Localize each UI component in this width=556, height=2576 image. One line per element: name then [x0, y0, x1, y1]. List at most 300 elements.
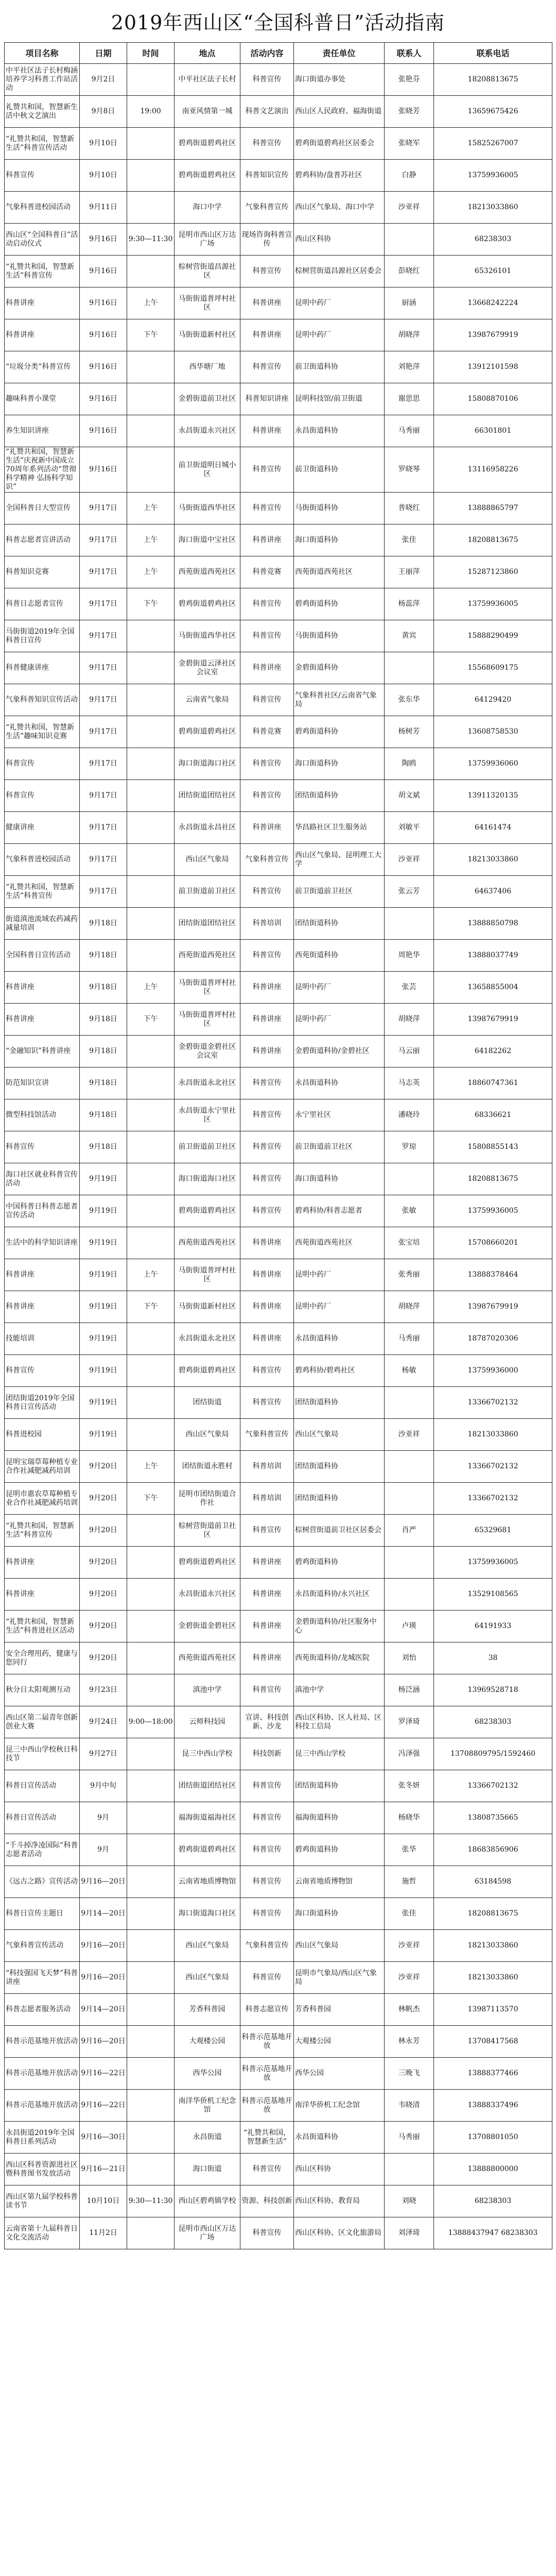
project-name-cell: 科普示范基地开放活动 — [5, 2026, 80, 2058]
location-cell: 西山区气象局 — [175, 1930, 240, 1962]
phone-cell: 64182262 — [434, 1036, 552, 1067]
location-cell: 永昌街道永兴社区 — [175, 1579, 240, 1611]
phone-cell: 68238303 — [434, 2185, 552, 2217]
contact-cell — [385, 224, 434, 256]
date-cell: 9月17日 — [80, 652, 127, 684]
table-row — [5, 1674, 552, 1706]
phone-cell: 65326101 — [434, 256, 552, 287]
unit-cell: 西山区科协、区文化旅游局 — [294, 2217, 385, 2249]
date-cell: 9月16—20日 — [80, 1866, 127, 1898]
table-row — [5, 1163, 552, 1195]
project-name-cell: 科普讲座 — [5, 1579, 80, 1611]
time-cell — [127, 2122, 175, 2154]
project-name-cell: 《远古之路》宣传活动 — [5, 1866, 80, 1898]
location-cell: 芳香科普园 — [175, 1994, 240, 2026]
unit-cell: 昆明中药厂 — [294, 1259, 385, 1291]
unit-cell: 前卫街道科协 — [294, 351, 385, 383]
contact-cell: 胡晓萍 — [385, 1004, 434, 1036]
content-cell: 科普宣传 — [240, 1131, 294, 1163]
phone-cell: 13987113570 — [434, 1994, 552, 2026]
table-row — [5, 1994, 552, 2026]
location-cell: 前卫街道明日城小区 — [175, 447, 240, 493]
time-cell — [127, 684, 175, 716]
table-row — [5, 128, 552, 160]
project-name-cell: 西山区第二届青年创新创业大赛 — [5, 1706, 80, 1738]
phone-cell: 13987679919 — [434, 1004, 552, 1036]
time-cell — [127, 1994, 175, 2026]
table-row — [5, 160, 552, 192]
contact-cell: 沙亚祥 — [385, 1419, 434, 1451]
content-cell: 科普宣传 — [240, 1962, 294, 1994]
content-cell: 科普宣传 — [240, 1866, 294, 1898]
content-cell: 科普讲座 — [240, 1004, 294, 1036]
contact-cell: 张华 — [385, 1834, 434, 1866]
project-name-cell: 昆明宝瑞草莓种植专业合作社减肥减药培训 — [5, 1451, 80, 1483]
content-cell: 科普宣传 — [240, 780, 294, 812]
phone-cell: 18208813675 — [434, 524, 552, 556]
phone-cell: 18683856906 — [434, 1834, 552, 1866]
project-name-cell: 西山区“全国科普日”活动启动仪式 — [5, 224, 80, 256]
unit-cell: 西苑街道科协 — [294, 940, 385, 972]
time-cell — [127, 383, 175, 415]
content-cell: 科普宣传 — [240, 876, 294, 908]
phone-cell: 13888850798 — [434, 908, 552, 940]
unit-cell: 永昌街道科协/永兴社区 — [294, 1579, 385, 1611]
content-cell: 科普宣传 — [240, 1802, 294, 1834]
project-name-cell: 科普志愿者服务活动 — [5, 1994, 80, 2026]
content-cell: 科普示范基地开放 — [240, 2090, 294, 2122]
table-row — [5, 748, 552, 780]
unit-cell: 昆明市气象局/西山区气象局 — [294, 1962, 385, 1994]
date-cell: 9月20日 — [80, 1579, 127, 1611]
project-name-cell: 科普讲座 — [5, 287, 80, 319]
contact-cell: 罗泽琦 — [385, 1706, 434, 1738]
phone-cell: 65329681 — [434, 1515, 552, 1547]
content-cell: 科普讲座 — [240, 1227, 294, 1259]
location-cell: 滇池中学 — [175, 1674, 240, 1706]
time-cell — [127, 2217, 175, 2249]
content-cell: 科普讲座 — [240, 1259, 294, 1291]
project-name-cell: “礼赞共和国，智慧新生活”科普宣传活动 — [5, 128, 80, 160]
location-cell: 西山区气象局 — [175, 1962, 240, 1994]
date-cell: 9月18日 — [80, 1131, 127, 1163]
content-cell: 科普宣传 — [240, 2154, 294, 2185]
unit-cell: 西山区科协 — [294, 2154, 385, 2185]
unit-cell: 西山区气象局 — [294, 1419, 385, 1451]
table-row — [5, 1706, 552, 1738]
date-cell: 9月17日 — [80, 556, 127, 588]
time-cell: 上午 — [127, 287, 175, 319]
date-cell: 9月17日 — [80, 748, 127, 780]
date-cell: 9月16日 — [80, 287, 127, 319]
time-cell — [127, 940, 175, 972]
phone-cell: 64191933 — [434, 1611, 552, 1642]
project-name-cell: 科普知识竞赛 — [5, 556, 80, 588]
location-cell: 碧鸡街道碧鸡社区 — [175, 128, 240, 160]
time-cell — [127, 1674, 175, 1706]
phone-cell: 15825267007 — [434, 128, 552, 160]
project-name-cell: 气象科普进校园活动 — [5, 192, 80, 224]
phone-cell: 15708660201 — [434, 1227, 552, 1259]
contact-cell — [385, 2154, 434, 2185]
time-cell — [127, 1802, 175, 1834]
unit-cell: 南洋华侨机工纪念馆 — [294, 2090, 385, 2122]
table-row — [5, 1834, 552, 1866]
date-cell: 9月14—20日 — [80, 1898, 127, 1930]
location-cell: 西山区气象局 — [175, 844, 240, 876]
project-name-cell: “礼赞共和国，智慧新生活”庆祝新中国成立70周年系列活动“贯彻科学精神 弘扬科学知识” — [5, 447, 80, 493]
project-name-cell: “礼赞共和国，智慧新生活”科普宣传 — [5, 256, 80, 287]
location-cell: 昆三中西山学校 — [175, 1738, 240, 1770]
content-cell: 科普宣传 — [240, 1387, 294, 1419]
table-row — [5, 2217, 552, 2249]
project-name-cell: 气象科普知识宣传活动 — [5, 684, 80, 716]
contact-cell: 韦晓清 — [385, 2090, 434, 2122]
table-row — [5, 319, 552, 351]
location-cell: 西苑街道西苑社区 — [175, 556, 240, 588]
content-cell: 科普讲座 — [240, 1323, 294, 1355]
table-row — [5, 556, 552, 588]
contact-cell: 王丽萍 — [385, 556, 434, 588]
phone-cell: 13759936005 — [434, 1547, 552, 1579]
contact-cell: 沙亚祥 — [385, 1962, 434, 1994]
contact-cell: 周艳华 — [385, 940, 434, 972]
contact-cell: 张佳 — [385, 1898, 434, 1930]
project-name-cell: 养生知识讲座 — [5, 415, 80, 447]
table-row — [5, 588, 552, 620]
unit-cell: 海口街道科协 — [294, 748, 385, 780]
project-name-cell: 科普讲座 — [5, 319, 80, 351]
contact-cell — [385, 1163, 434, 1195]
unit-cell: 昆三中西山学校 — [294, 1738, 385, 1770]
project-name-cell: 科普示范基地开放活动 — [5, 2058, 80, 2090]
table-row — [5, 415, 552, 447]
project-name-cell: 气象科普宣传活动 — [5, 1930, 80, 1962]
location-cell: 中平社区法子长村 — [175, 64, 240, 96]
location-cell: 海口街道海口社区 — [175, 748, 240, 780]
unit-cell: 永昌街道科协 — [294, 415, 385, 447]
contact-cell: 杨树芳 — [385, 716, 434, 748]
phone-cell: 68238303 — [434, 224, 552, 256]
project-name-cell: 技能培训 — [5, 1323, 80, 1355]
col-header: 地点 — [175, 43, 240, 64]
content-cell: 科普宣传 — [240, 588, 294, 620]
contact-cell: 潘晓玲 — [385, 1099, 434, 1131]
location-cell: 云南省气象局 — [175, 684, 240, 716]
date-cell: 9月16日 — [80, 415, 127, 447]
contact-cell: 胡晓萍 — [385, 1291, 434, 1323]
content-cell: 科普宣传 — [240, 1195, 294, 1227]
content-cell: 科普宣传 — [240, 1770, 294, 1802]
table-row — [5, 1099, 552, 1131]
content-cell: 科普讲座 — [240, 972, 294, 1004]
content-cell: 现场咨询科普宣传 — [240, 224, 294, 256]
date-cell: 9月17日 — [80, 844, 127, 876]
table-row — [5, 1036, 552, 1067]
location-cell: 马街街道西华社区 — [175, 493, 240, 524]
project-name-cell: 科普讲座 — [5, 1259, 80, 1291]
date-cell: 9月17日 — [80, 588, 127, 620]
time-cell — [127, 1770, 175, 1802]
content-cell: 科普示范基地开放 — [240, 2058, 294, 2090]
project-name-cell: “千斗掉净凌国际”科普志愿者活动 — [5, 1834, 80, 1866]
time-cell: 上午 — [127, 524, 175, 556]
phone-cell: 15568609175 — [434, 652, 552, 684]
date-cell: 9月16日 — [80, 319, 127, 351]
content-cell: 科普宣传 — [240, 940, 294, 972]
phone-cell: 18213033860 — [434, 844, 552, 876]
project-name-cell: 科普讲座 — [5, 1291, 80, 1323]
project-name-cell: 科普宣传 — [5, 1131, 80, 1163]
table-header-row — [5, 43, 552, 64]
phone-cell: 13659675426 — [434, 96, 552, 128]
unit-cell: 前卫街道科协 — [294, 447, 385, 493]
content-cell: 科普讲座 — [240, 524, 294, 556]
phone-cell: 13708801050 — [434, 2122, 552, 2154]
time-cell — [127, 2026, 175, 2058]
unit-cell: 西山区气象局 — [294, 1930, 385, 1962]
date-cell: 9月19日 — [80, 1323, 127, 1355]
contact-cell: 马秀丽 — [385, 2122, 434, 2154]
content-cell: 科普志愿宣传 — [240, 1994, 294, 2026]
unit-cell: 棕树营街道昌源社区居委会 — [294, 256, 385, 287]
time-cell — [127, 1195, 175, 1227]
table-row — [5, 2185, 552, 2217]
col-header: 联系电话 — [434, 43, 552, 64]
location-cell: 西山区碧鸡镇学校 — [175, 2185, 240, 2217]
phone-cell: 18860747361 — [434, 1067, 552, 1099]
time-cell — [127, 844, 175, 876]
content-cell: 科普培训 — [240, 908, 294, 940]
content-cell: 科普培训 — [240, 1451, 294, 1483]
content-cell: 科普宣传 — [240, 1898, 294, 1930]
date-cell: 9月 — [80, 1802, 127, 1834]
location-cell: 金碧街道金碧社区会议室 — [175, 1036, 240, 1067]
unit-cell: 昆明科技馆/前卫街道 — [294, 383, 385, 415]
date-cell: 9月16日 — [80, 383, 127, 415]
location-cell: 福海街道福海社区 — [175, 1802, 240, 1834]
location-cell: 团结街道团结社区 — [175, 1770, 240, 1802]
location-cell: 昆明市团结街道合作社 — [175, 1483, 240, 1515]
date-cell: 9月19日 — [80, 1259, 127, 1291]
location-cell: 永昌街道永兴社区 — [175, 415, 240, 447]
content-cell: 气象科普宣传 — [240, 1419, 294, 1451]
content-cell: 科普宣传 — [240, 128, 294, 160]
content-cell: 科普宣传 — [240, 1163, 294, 1195]
phone-cell: 13987679919 — [434, 319, 552, 351]
contact-cell: 张宝培 — [385, 1227, 434, 1259]
phone-cell: 13759936005 — [434, 160, 552, 192]
phone-cell: 68336621 — [434, 1099, 552, 1131]
project-name-cell: 团结街道2019年全国科普日宣传活动 — [5, 1387, 80, 1419]
time-cell — [127, 128, 175, 160]
table-row — [5, 780, 552, 812]
table-row — [5, 2090, 552, 2122]
time-cell — [127, 1099, 175, 1131]
unit-cell: 碧鸡街道科协 — [294, 588, 385, 620]
content-cell: 科普讲座 — [240, 1036, 294, 1067]
content-cell: 科普宣传 — [240, 1674, 294, 1706]
content-cell: 气象科普宣传 — [240, 1930, 294, 1962]
location-cell: 海口街道中宝社区 — [175, 524, 240, 556]
contact-cell: 冯泽强 — [385, 1738, 434, 1770]
unit-cell: 西山区科协、区人社局、区科技工信局 — [294, 1706, 385, 1738]
contact-cell: 杨蕊萍 — [385, 588, 434, 620]
date-cell: 9月16—20日 — [80, 1962, 127, 1994]
unit-cell: 团结街道科协 — [294, 908, 385, 940]
table-row — [5, 620, 552, 652]
project-name-cell: 礼赞共和国，智慧新生活中秋文艺演出 — [5, 96, 80, 128]
time-cell: 上午 — [127, 556, 175, 588]
col-header: 责任单位 — [294, 43, 385, 64]
date-cell: 9月17日 — [80, 524, 127, 556]
time-cell: 上午 — [127, 1451, 175, 1483]
date-cell: 9月10日 — [80, 160, 127, 192]
date-cell: 9月18日 — [80, 940, 127, 972]
date-cell: 9月14—20日 — [80, 1994, 127, 2026]
time-cell: 9:30—11:30 — [127, 2185, 175, 2217]
project-name-cell: 永昌街道2019年全国科普日系列活动 — [5, 2122, 80, 2154]
time-cell: 下午 — [127, 588, 175, 620]
time-cell — [127, 1131, 175, 1163]
contact-cell: 沙亚祥 — [385, 192, 434, 224]
project-name-cell: 科普日宣传主题日 — [5, 1898, 80, 1930]
location-cell: 南亚风情第一城 — [175, 96, 240, 128]
content-cell: 科技创新 — [240, 1738, 294, 1770]
unit-cell: 前卫街道前卫社区 — [294, 1131, 385, 1163]
page-title: 2019年西山区“全国科普日”活动指南 — [111, 11, 445, 34]
table-row — [5, 1291, 552, 1323]
date-cell: 9月17日 — [80, 780, 127, 812]
unit-cell: 西山区气象局、海口中学 — [294, 192, 385, 224]
date-cell: 9月17日 — [80, 812, 127, 844]
contact-cell: 沙亚祥 — [385, 844, 434, 876]
phone-cell: 15888290499 — [434, 620, 552, 652]
location-cell: 马街街道普坪村社区 — [175, 287, 240, 319]
location-cell: 永昌街道永昌社区 — [175, 812, 240, 844]
project-name-cell: 科普宣传 — [5, 780, 80, 812]
unit-cell: 华昌路社区卫生服务站 — [294, 812, 385, 844]
time-cell — [127, 780, 175, 812]
content-cell: 科普讲座 — [240, 1291, 294, 1323]
contact-cell: 黄宾 — [385, 620, 434, 652]
date-cell: 9月16—22日 — [80, 2058, 127, 2090]
time-cell — [127, 1419, 175, 1451]
project-name-cell: 科普宣传 — [5, 748, 80, 780]
phone-cell: 13808735665 — [434, 1802, 552, 1834]
time-cell — [127, 64, 175, 96]
phone-cell: 13888437947 68238303 — [434, 2217, 552, 2249]
project-name-cell: 科普日志愿者宣传 — [5, 588, 80, 620]
content-cell: 科普讲座 — [240, 1579, 294, 1611]
phone-cell: 13911320135 — [434, 780, 552, 812]
date-cell: 9月19日 — [80, 1163, 127, 1195]
table-row — [5, 844, 552, 876]
project-name-cell: 微型科技馆活动 — [5, 1099, 80, 1131]
time-cell: 下午 — [127, 1004, 175, 1036]
phone-cell: 13987679919 — [434, 1291, 552, 1323]
content-cell: 科普文艺演出 — [240, 96, 294, 128]
phone-cell: 15808870106 — [434, 383, 552, 415]
table-row — [5, 716, 552, 748]
content-cell: 科普宣传 — [240, 256, 294, 287]
location-cell: 马街街道普坪村社区 — [175, 1004, 240, 1036]
location-cell: 西华公园 — [175, 2058, 240, 2090]
table-row — [5, 1770, 552, 1802]
time-cell — [127, 1642, 175, 1674]
date-cell: 9月20日 — [80, 1515, 127, 1547]
project-name-cell: 科普示范基地开放活动 — [5, 2090, 80, 2122]
unit-cell: 大观楼公园 — [294, 2026, 385, 2058]
col-header: 活动内容 — [240, 43, 294, 64]
contact-cell: 刘艳萍 — [385, 351, 434, 383]
project-name-cell: 海口社区就业科普宣传活动 — [5, 1163, 80, 1195]
date-cell: 9月24日 — [80, 1706, 127, 1738]
unit-cell: 马街街道科协 — [294, 493, 385, 524]
time-cell — [127, 1355, 175, 1387]
contact-cell: 张东华 — [385, 684, 434, 716]
time-cell — [127, 812, 175, 844]
location-cell: 西苑街道西苑社区 — [175, 1227, 240, 1259]
date-cell: 9月16日 — [80, 256, 127, 287]
phone-cell: 13759936005 — [434, 588, 552, 620]
table-body — [5, 64, 552, 2249]
unit-cell: 西苑街道西苑社区 — [294, 556, 385, 588]
date-cell: 9月16日 — [80, 351, 127, 383]
time-cell — [127, 748, 175, 780]
unit-cell: 团结街道科协 — [294, 1483, 385, 1515]
content-cell: 科普讲座 — [240, 1547, 294, 1579]
location-cell: 永昌街道永宁里社区 — [175, 1099, 240, 1131]
project-name-cell: 生活中的科学知识讲座 — [5, 1227, 80, 1259]
location-cell: 大观楼公园 — [175, 2026, 240, 2058]
date-cell: 9月18日 — [80, 1099, 127, 1131]
project-name-cell: “礼赞共和国，智慧新生活”科普宣传 — [5, 876, 80, 908]
content-cell: 科普宣传 — [240, 351, 294, 383]
phone-cell: 38 — [434, 1642, 552, 1674]
date-cell: 10月10日 — [80, 2185, 127, 2217]
contact-cell — [385, 652, 434, 684]
date-cell: 9月16—22日 — [80, 2090, 127, 2122]
contact-cell: 杨晓华 — [385, 1802, 434, 1834]
project-name-cell: “科技强国飞天梦”科普讲座 — [5, 1962, 80, 1994]
content-cell: 科普宣传 — [240, 1067, 294, 1099]
content-cell: 科普知识宣传 — [240, 160, 294, 192]
time-cell — [127, 1962, 175, 1994]
time-cell: 9:00—18:00 — [127, 1706, 175, 1738]
table-row — [5, 1419, 552, 1451]
time-cell — [127, 192, 175, 224]
location-cell: 团结街道团结社区 — [175, 780, 240, 812]
project-name-cell: 科普讲座 — [5, 1547, 80, 1579]
time-cell — [127, 2090, 175, 2122]
table-row — [5, 908, 552, 940]
unit-cell: 西山区科协 — [294, 224, 385, 256]
project-name-cell: 全国科普日宣传活动 — [5, 940, 80, 972]
location-cell: 西苑街道西苑社区 — [175, 1642, 240, 1674]
phone-cell: 13888337496 — [434, 2090, 552, 2122]
contact-cell: 刘泽琦 — [385, 2217, 434, 2249]
table-row — [5, 1195, 552, 1227]
project-name-cell: 气象科普进校园活动 — [5, 844, 80, 876]
location-cell: 碧鸡街道碧鸡社区 — [175, 1195, 240, 1227]
project-name-cell: 秋分日太阳观测互动 — [5, 1674, 80, 1706]
content-cell: 科普示范基地开放 — [240, 2026, 294, 2058]
table-row — [5, 1962, 552, 1994]
location-cell: 马街街道新村社区 — [175, 1291, 240, 1323]
phone-cell: 18213033860 — [434, 1962, 552, 1994]
content-cell: “礼赞共和国，智慧新生活” — [240, 2122, 294, 2154]
